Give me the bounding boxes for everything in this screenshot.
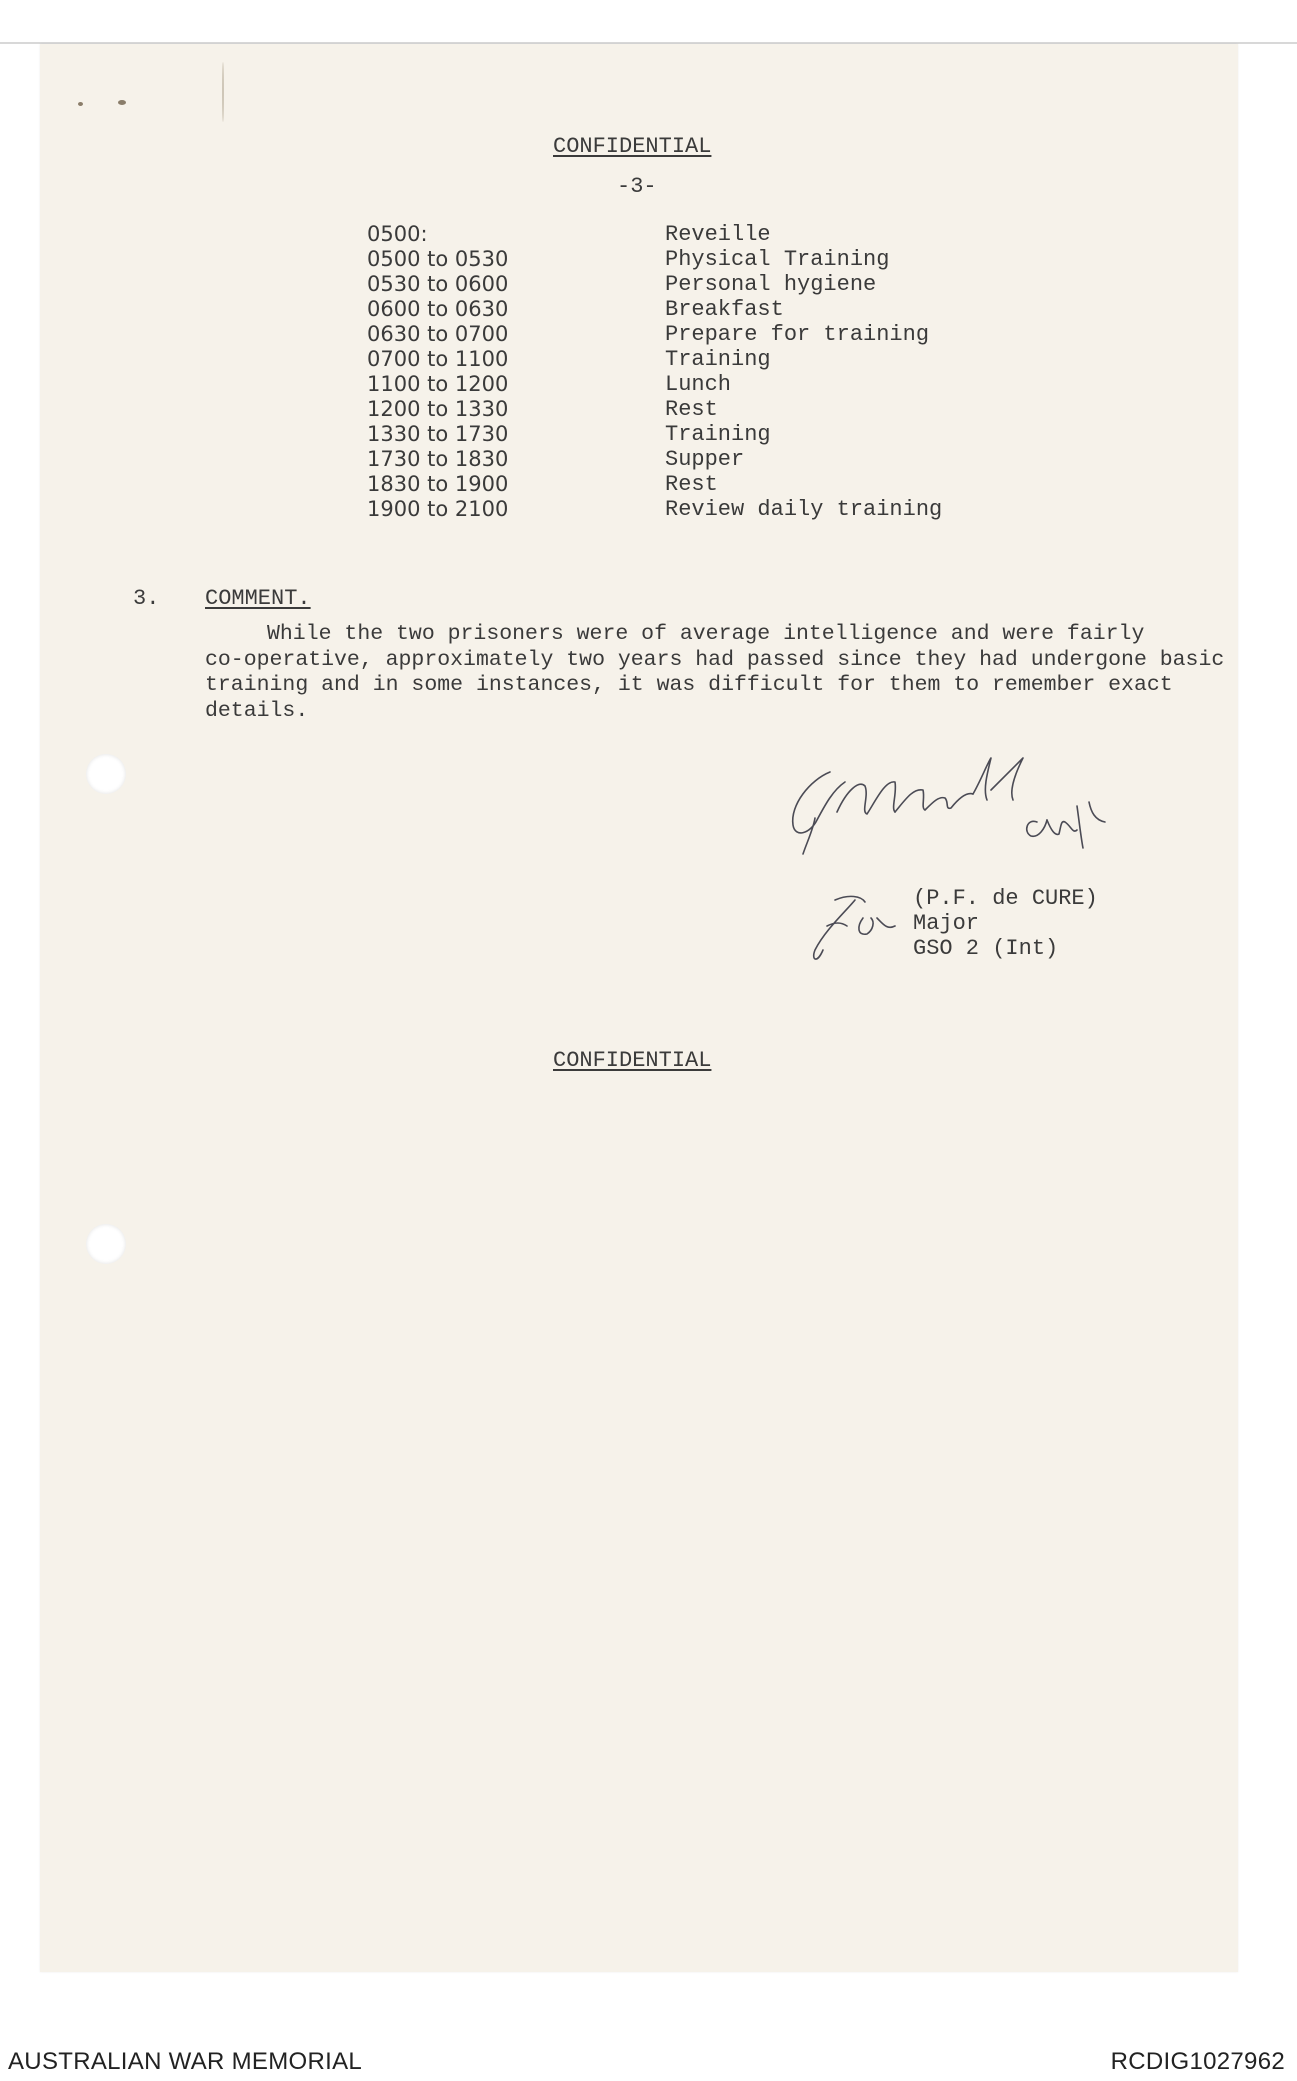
- schedule-time: 0700 to 1100: [367, 347, 509, 371]
- header-classification: CONFIDENTIAL: [553, 134, 712, 159]
- paragraph-line: training and in some instances, it was difficult for them to remember exact: [205, 673, 1173, 697]
- schedule-time: 0500 to 0530: [367, 247, 509, 271]
- paper-mark: [118, 100, 126, 105]
- footer-classification: CONFIDENTIAL: [553, 1048, 712, 1073]
- schedule-time: 0630 to 0700: [367, 322, 509, 346]
- paragraph-line: co-operative, approximately two years had passed since they had undergone basic: [205, 647, 1225, 672]
- paper-mark: [222, 62, 224, 122]
- schedule-activity: Physical Training: [665, 247, 890, 272]
- section-number: 3.: [133, 586, 160, 611]
- schedule-time: 1900 to 2100: [367, 497, 509, 521]
- signatory-rank: Major: [913, 911, 980, 936]
- schedule-activity: Review daily training: [665, 497, 943, 522]
- schedule-activity: Training: [665, 422, 771, 447]
- schedule-activity: Personal hygiene: [665, 272, 877, 297]
- punch-hole-bottom: [86, 1224, 126, 1264]
- document-page: [40, 44, 1238, 1972]
- archive-institution: AUSTRALIAN WAR MEMORIAL: [8, 2048, 363, 2075]
- signatory-appointment: GSO 2 (Int): [913, 936, 1059, 961]
- schedule-time: 1100 to 1200: [367, 372, 509, 396]
- signatory-name: (P.F. de CURE): [913, 886, 1098, 911]
- archive-reference: RCDIG1027962: [1110, 2048, 1285, 2075]
- schedule-activity: Prepare for training: [665, 322, 930, 347]
- schedule-time: 0500:: [367, 222, 428, 246]
- schedule-activity: Lunch: [665, 372, 732, 397]
- schedule-time: 1330 to 1730: [367, 422, 509, 446]
- schedule-time: 0600 to 0630: [367, 297, 509, 321]
- schedule-time: 1200 to 1330: [367, 397, 509, 421]
- schedule-activity: Supper: [665, 447, 745, 472]
- section-heading: COMMENT.: [205, 586, 311, 611]
- schedule-activity: Breakfast: [665, 297, 784, 322]
- comment-paragraph: [205, 622, 1225, 724]
- schedule-activity: Rest: [665, 397, 718, 422]
- schedule-activity: Rest: [665, 472, 718, 497]
- paper-mark: [78, 102, 83, 106]
- page-number: -3-: [617, 174, 657, 199]
- schedule-time: 1730 to 1830: [367, 447, 509, 471]
- schedule-time: 1830 to 1900: [367, 472, 509, 496]
- paragraph-line: While the two prisoners were of average intelligence and were fairly: [267, 622, 1145, 646]
- schedule-activity: Reveille: [665, 222, 771, 247]
- paragraph-line: details.: [205, 698, 309, 723]
- punch-hole-top: [86, 754, 126, 794]
- schedule-time: 0530 to 0600: [367, 272, 509, 296]
- schedule-activity: Training: [665, 347, 771, 372]
